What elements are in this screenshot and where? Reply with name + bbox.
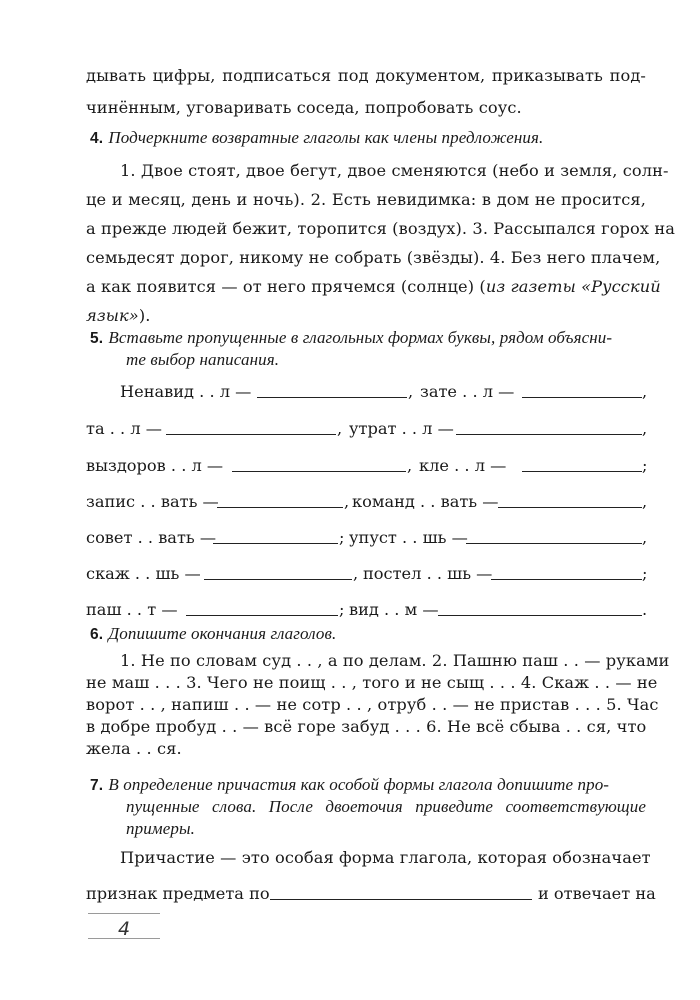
task7-definition-line-1: Причастие — это особая форма глагола, которая обозначает: [120, 848, 651, 867]
word-right: вид . . м —: [349, 600, 439, 619]
task5-heading-2: [126, 350, 686, 370]
answer-blank[interactable]: [217, 492, 343, 508]
answer-blank[interactable]: [438, 600, 642, 616]
task6-number: 6.: [90, 626, 104, 643]
answer-blank[interactable]: [204, 564, 352, 580]
task7-instruction-3: примеры.: [126, 819, 195, 838]
word-right: упуст . . шь —: [349, 528, 468, 547]
task6-line-4: в добре пробуд . . — всё горе забуд . . . 6. Не всё сбыва . . ся, что: [86, 717, 647, 736]
task4-line-5: [86, 277, 661, 296]
row-end: .: [642, 600, 648, 619]
task4-line-4: семьдесят дорог, никому не собрать (звёзды). 4. Без него плачем,: [86, 248, 661, 267]
row-end: ;: [642, 564, 648, 583]
separator: ;: [339, 528, 345, 547]
word-left: та . . л —: [86, 419, 162, 438]
task4-instruction: Подчеркните возвратные глаголы как члены предложения.: [108, 128, 544, 147]
task7-heading-1: [90, 775, 650, 795]
answer-blank[interactable]: [466, 528, 642, 544]
row-end: ,: [642, 528, 648, 547]
separator: ,: [344, 492, 350, 511]
row-end: ,: [642, 382, 648, 401]
task5-row: [86, 382, 646, 404]
task6-heading: [90, 624, 650, 644]
footer-rule-bottom: [88, 938, 160, 939]
task7-instruction-2: пущенные слова. После двоеточия приведите соответствующие: [126, 797, 646, 816]
task4-number: 4.: [90, 130, 104, 147]
answer-blank[interactable]: [522, 456, 642, 472]
word-left: запис . . вать —: [86, 492, 219, 511]
task6-line-2: не маш . . . 3. Чего не поищ . . , того и не сыщ . . . 4. Скаж . . — не: [86, 673, 658, 692]
word-right: постел . . шь —: [363, 564, 493, 583]
word-left: паш . . т —: [86, 600, 178, 619]
task5-number: 5.: [90, 330, 104, 347]
task5-row: [86, 492, 646, 514]
task7-definition-line-2: [86, 884, 656, 906]
answer-blank[interactable]: [232, 456, 406, 472]
row-end: ,: [642, 492, 648, 511]
task6-line-1: 1. Не по словам суд . . , а по делам. 2. Пашню паш . . — руками: [120, 651, 670, 670]
separator: ;: [339, 600, 345, 619]
task7-number: 7.: [90, 777, 104, 794]
answer-blank[interactable]: [257, 382, 407, 398]
task5-instruction-2: те выбор написания.: [126, 350, 280, 369]
word-right: команд . . вать —: [352, 492, 499, 511]
definition-text: признак предмета по: [86, 884, 270, 903]
intro-line-1: дывать цифры, подписаться под документом, приказывать под-: [86, 66, 646, 85]
task4-source-cont: язык»: [86, 306, 139, 325]
task7-instruction-1: В определение причастия как особой формы глагола допишите про-: [108, 775, 610, 794]
task6-instruction: Допишите окончания глаголов.: [108, 624, 337, 643]
word-left: Ненавид . . л —: [120, 382, 252, 401]
separator: ,: [353, 564, 359, 583]
separator: ,: [337, 419, 343, 438]
task5-row: [86, 528, 646, 550]
answer-blank[interactable]: [491, 564, 642, 580]
task5-row: [86, 419, 646, 441]
task5-heading-1: [90, 328, 650, 348]
task5-row: [86, 456, 646, 478]
separator: ,: [407, 456, 413, 475]
word-left: скаж . . шь —: [86, 564, 201, 583]
answer-blank[interactable]: [522, 382, 642, 398]
row-end: ,: [642, 419, 648, 438]
task5-row: [86, 600, 646, 622]
word-right: утрат . . л —: [349, 419, 454, 438]
definition-text-end: и отвечает на: [538, 884, 656, 903]
task4-line-3: а прежде людей бежит, торопится (воздух). 3. Рассыпался горох на: [86, 219, 675, 238]
task5-instruction-1: Вставьте пропущенные в глагольных формах буквы, рядом объясни-: [108, 328, 613, 347]
task4-line-1: 1. Двое стоят, двое бегут, двое сменяются (небо и земля, солн-: [120, 161, 669, 180]
answer-blank[interactable]: [498, 492, 642, 508]
answer-blank[interactable]: [166, 419, 336, 435]
answer-blank[interactable]: [213, 528, 338, 544]
task4-line-5-text: а как появится — от него прячемся (солнце) (: [86, 277, 486, 296]
row-end: ;: [642, 456, 648, 475]
word-left: выздоров . . л —: [86, 456, 224, 475]
task7-heading-2: [126, 797, 646, 817]
word-right: кле . . л —: [419, 456, 507, 475]
page-number: 4: [117, 918, 131, 940]
answer-blank[interactable]: [186, 600, 338, 616]
task7-heading-3: [126, 819, 686, 839]
separator: ,: [408, 382, 414, 401]
task4-heading: [90, 128, 650, 148]
footer-rule-top: [88, 913, 160, 914]
task6-line-3: ворот . . , напиш . . — не сотр . . , отруб . . — не пристав . . . 5. Час: [86, 695, 659, 714]
intro-line-2: чинённым, уговаривать соседа, попробовать соус.: [86, 98, 522, 117]
word-left: совет . . вать —: [86, 528, 217, 547]
answer-blank[interactable]: [456, 419, 642, 435]
task6-line-5: жела . . ся.: [86, 739, 182, 758]
answer-blank[interactable]: [270, 884, 532, 900]
task4-source: из газеты «Русский: [485, 277, 661, 296]
task4-line-6: [86, 306, 646, 325]
word-right: зате . . л —: [420, 382, 515, 401]
task4-source-close: ).: [138, 306, 151, 325]
task5-row: [86, 564, 646, 586]
task4-line-2: це и месяц, день и ночь). 2. Есть невидимка: в дом не просится,: [86, 190, 646, 209]
